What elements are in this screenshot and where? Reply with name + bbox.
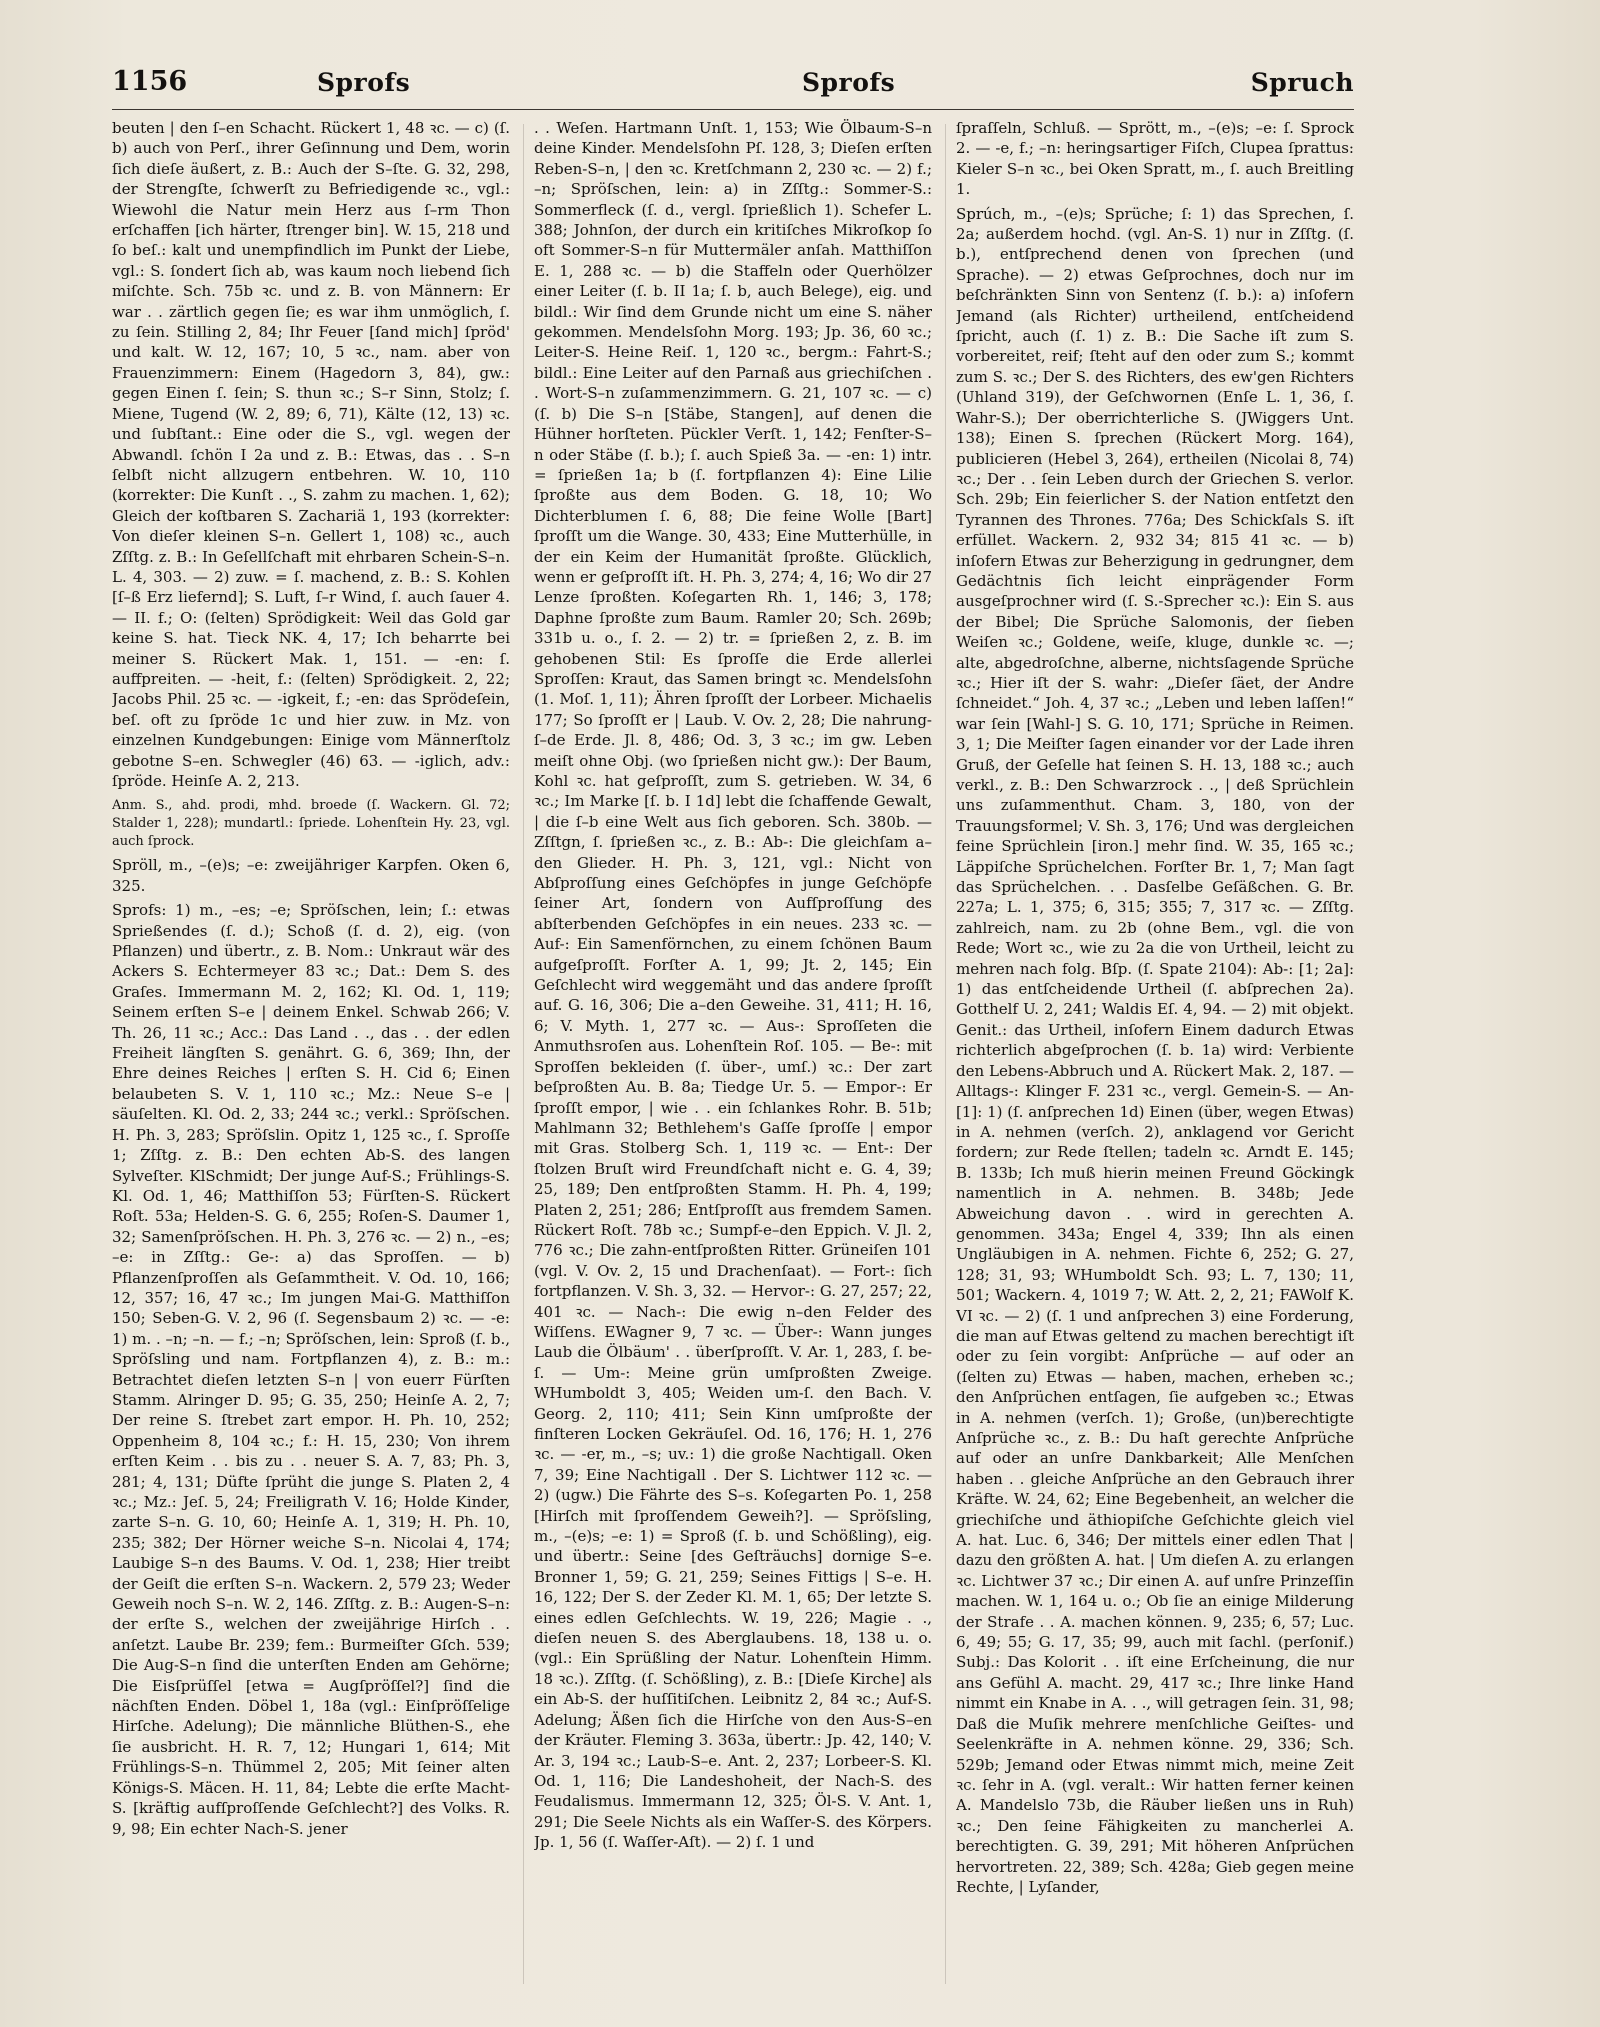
column-divider	[523, 124, 524, 1984]
entry-sprofs: Sprofs: 1) m., –es; –e; Spröſschen, lein; ſ.: etwas Sprießendes (ſ. d.); Schoß (ſ. d. 2), eig. (von Pflanzen) und übertr., z. B. Nom.: Unkraut wär des Ackers S. Echtermeyer 83 ꝛc.; Dat.: Dem S. des Graſes. Immermann M. 2, 162; Kl. Od. 1, 119; Seinem erſten S–e | deinem Enkel. Schwab 266; V. Th. 26, 11 ꝛc.; Acc.: Das Land . ., das . . der edlen Freiheit längſten S. genährt. G. 6, 369; Ihn, der Ehre deines Reiches | erſten S. H. Cid 6; Einen belaubeten S. V. 1, 110 ꝛc.; Mz.: Neue S–e | säuſelten. Kl. Od. 2, 33; 244 ꝛc.; verkl.: Spröſschen. H. Ph. 3, 283; Spröſslin. Opitz 1, 125 ꝛc., ſ. Sproſſe 1; Zſſtg. z. B.: Den echten Ab-S. des langen Sylveſter. KlSchmidt; Der junge Auf-S.; Frühlings-S. Kl. Od. 1, 46; Matthiſſon 53; Fürſten-S. Rückert Roſt. 53a; Helden-S. G. 6, 255; Roſen-S. Daumer 1, 32; Samenſpröſschen. H. Ph. 3, 276 ꝛc. — 2) n., –es; –e: in Zſſtg.: Ge-: a) das Sproſſen. — b) Pflanzenſproſſen als Geſammtheit. V. Od. 10, 166; 12, 357; 16, 47 ꝛc.; Im jungen Mai-G. Matthiſſon 150; Seben-G. V. 2, 96 (ſ. Segensbaum 2) ꝛc. — -e: 1) m. . –n; –n. — f.; –n; Spröſschen, lein: Sproß (ſ. b., Spröſsling und nam. Fortpflanzen 4), z. B.: m.: Betrachtet dieſen letzten S–n | von euerr Fürſten Stamm. Alringer D. 95; G. 35, 250; Heinſe A. 2, 7; Der reine S. ſtrebet zart empor. H. Ph. 10, 252; Oppenheim 8, 104 ꝛc.; f.: H. 15, 230; Von ihrem erſten Keim . . bis zu . . neuer S. A. 7, 83; Ph. 3, 281; 4, 131; Düfte ſprüht die junge S. Platen 2, 4 ꝛc.; Mz.: Jeſ. 5, 24; Freiligrath V. 16; Holde Kinder, zarte S–n. G. 10, 60; Heinſe A. 1, 319; H. Ph. 10, 235; 382; Der Hörner weiche S–n. Nicolai 4, 174; Laubige S–n des Baums. V. Od. 1, 238; Hier treibt der Geiſt die erſten S–n. Wackern. 2, 579 23; Weder Geweih noch S–n. W. 2, 146. Zſſtg. z. B.: Augen-S–n: der erſte S., welchen der zweijährige Hirſch . . anſetzt. Laube Br. 239; fem.: Burmeiſter Gſch. 539; Die Aug-S–n ſind die unterſten Enden am Gehörne; Die Eisſprüſſel [etwa = Augſpröſſel?] ſind die nächſten Enden. Döbel 1, 18a (vgl.: Einſpröſſelige Hirſche. Adelung); Die männliche Blüthen-S., ehe ſie ausbricht. H. R. 7, 12; Hungari 1, 614; Mit Frühlings-S–n. Thümmel 2, 205; Mit ſeiner alten Königs-S. Mäcen. H. 11, 84; Lebte die erſte Macht-S. [kräftig aufſproſſende Geſchlecht?] des Volks. R. 9, 98; Ein echter Nach-S. jener	[112, 901, 510, 1838]
running-head-center: Sprofs	[802, 68, 896, 97]
entry-spruch: Sprúch, m., –(e)s; Sprüche; ſ: 1) das Sprechen, ſ. 2a; außerdem hochd. (vgl. An-S. 1) nur in Zſſtg. (ſ. b.), entſprechend denen von ſprechen (und Sprache). — 2) etwas Geſprochnes, doch nur im beſchränkten Sinn von Sentenz (ſ. b.): a) inſofern Jemand (als Richter) urtheilend, entſcheidend ſpricht, auch (ſ. 1) z. B.: Die Sache iſt zum S. vorbereitet, reif; ſteht auf den oder zum S.; kommt zum S. ꝛc.; Der S. des Richters, des ew'gen Richters (Uhland 319), der Geſchwornen (Enſe L. 1, 36, ſ. Wahr-S.); Der oberrichterliche S. (JWiggers Unt. 138); Einen S. ſprechen (Rückert Morg. 164), publicieren (Hebel 3, 264), ertheilen (Nicolai 8, 74) ꝛc.; Der . . ſein Leben durch der Griechen S. verlor. Sch. 29b; Ein feierlicher S. der Nation entſetzt den Tyrannen des Thrones. 776a; Des Schickſals S. iſt erfüllet. Wackern. 2, 932 34; 815 41 ꝛc. — b) inſofern Etwas zur Beherzigung in gedrungner, dem Gedächtnis ſich leicht einprägender Form ausgeſprochner wird (ſ. S.-Sprecher ꝛc.): Ein S. aus der Bibel; Die Sprüche Salomonis, der ſieben Weiſen ꝛc.; Goldene, weiſe, kluge, dunkle ꝛc. —; alte, abgedroſchne, alberne, nichtsſagende Sprüche ꝛc.; Hier iſt der S. wahr: „Dieſer ſäet, der Andre ſchneidet.“ Joh. 4, 37 ꝛc.; „Leben und leben laſſen!“ war ſein [Wahl-] S. G. 10, 171; Sprüche in Reimen. 3, 1; Die Meiſter ſagen einander vor der Lade ihren Gruß, der Geſelle hat ſeinen S. H. 13, 188 ꝛc.; auch verkl., z. B.: Den Schwarzrock . ., | deß Sprüchlein uns zuſammenthut. Cham. 3, 180, von der Trauungsformel; V. Sh. 3, 176; Und was dergleichen feine Sprüchlein [iron.] mehr ſind. W. 35, 165 ꝛc.; Läppiſche Sprüchelchen. Forſter Br. 1, 7; Man ſagt das Sprüchelchen. . . Dasſelbe Geſäßchen. G. Br. 227a; L. 1, 375; 6, 315; 355; 7, 317 ꝛc. — Zſſtg. zahlreich, nam. zu 2b (ohne Bem., vgl. die von Rede; Wort ꝛc., wie zu 2a die von Urtheil, leicht zu mehren nach folg. Bſp. (ſ. Spate 2104): Ab-: [1; 2a]: 1) das entſcheidende Urtheil (ſ. abſprechen 2a). Gotthelf U. 2, 241; Waldis Eſ. 4, 94. — 2) mit objekt. Genit.: das Urtheil, inſofern Einem dadurch Etwas richterlich abgeſprochen (ſ. b. 1a) wird: Verbiente den Lebens-Abbruch und A. Rückert Mak. 2, 187. — Alltags-: Klinger F. 231 ꝛc., vergl. Gemein-S. — An- [1]: 1) (ſ. anſprechen 1d) Einen (über, wegen Etwas) in A. nehmen (verſch. 2), anklagend vor Gericht fordern; zur Rede ſtellen; tadeln ꝛc. Arndt E. 145; B. 133b; Ich muß hierin meinen Freund Göckingk namentlich in A. nehmen. B. 348b; Jede Abweichung davon . . wird in gerechten A. genommen. 343a; Engel 4, 339; Ihn als einen Ungläubigen in A. nehmen. Fichte 6, 252; G. 27, 128; 31, 93; WHumboldt Sch. 93; L. 7, 130; 11, 501; Wackern. 4, 1019 7; W. Att. 2, 2, 21; FAWolf K. VI ꝛc. — 2) (ſ. 1 und anſprechen 3) eine Forderung, die man auf Etwas geltend zu machen berechtigt iſt oder zu ſein vorgibt: Anſprüche — auf oder an (ſelten zu) Etwas — haben, machen, erheben ꝛc.; den Anſprüchen entſagen, ſie aufgeben ꝛc.; Etwas in A. nehmen (verſch. 1); Große, (un)berechtigte Anſprüche ꝛc., z. B.: Du haſt gerechte Anſprüche auf oder an unſre Dankbarkeit; Alle Menſchen haben . . gleiche Anſprüche an den Gebrauch ihrer Kräfte. W. 24, 62; Eine Begebenheit, an welcher die griechiſche und äthiopiſche Geſchichte gleich viel A. hat. Luc. 6, 346; Der mittels einer edlen That | dazu den größten A. hat. | Um dieſen A. zu erlangen ꝛc. Lichtwer 37 ꝛc.; Dir einen A. auf unſre Prinzeſſin machen. W. 1, 164 u. o.; Ob ſie an einige Milderung der Strafe . . A. machen können. 9, 235; 6, 57; Luc. 6, 49; 55; G. 17, 35; 99, auch mit ſachl. (perſonif.) Subj.: Das Kolorit . . iſt eine Erſcheinung, die nur ans Gefühl A. macht. 29, 417 ꝛc.; Ihre linke Hand nimmt ein Knabe in A. . ., will getragen ſein. 31, 98; Daß die Muſik mehrere menſchliche Geiſtes- und Seelenkräfte in A. nehmen könne. 29, 336; Sch. 529b; Jemand oder Etwas nimmt mich, meine Zeit ꝛc. ſehr in A. (vgl. veralt.: Wir hatten ferner keinen A. Mandelslo 73b, die Räuber ließen uns in Ruh) ꝛc.; Den ſeine Fähigkeiten zu mancherlei A. berechtigten. G. 39, 291; Mit höheren Anſprüchen hervortreten. 22, 389; Sch. 428a; Gieb gegen meine Rechte, | Lyſander,	[956, 204, 1354, 1896]
page-header	[112, 66, 1354, 106]
running-head-right: Spruch	[1250, 68, 1354, 97]
header-rule	[112, 109, 1354, 110]
page-number: 1156	[112, 66, 188, 97]
entry-sproett: ſpraſſeln, Schluß. — Sprött, m., –(e)s; –e: ſ. Sprock 2. — -e, f.; –n: heringsartiger Fiſch, Clupea ſprattus: Kieler S–n ꝛc., bei Oken Spratt, m., ſ. auch Breitling 1.	[956, 119, 1354, 199]
column-left	[112, 118, 510, 1988]
entry-annotation: Anm. S., ahd. prodi, mhd. broede (ſ. Wackern. Gl. 72; Stalder 1, 228); mundartl.: ſpriede. Lohenſtein Hy. 23, vgl. auch ſprock.	[112, 798, 510, 850]
entry-continuation: . . Weſen. Hartmann Unſt. 1, 153; Wie Ölbaum-S–n deine Kinder. Mendelsſohn Pſ. 128, 3; Dieſen erſten Reben-S–n, | den ꝛc. Kretſchmann 2, 230 ꝛc. — 2) f.; –n; Spröſschen, lein: a) in Zſſtg.: Sommer-S.: Sommerfleck (ſ. d., vergl. ſprießlich 1). Schefer L. 388; Johnſon, der durch ein kritiſches Mikroſkop ſo oft Sommer-S–n für Muttermäler anſah. Matthiſſon E. 1, 288 ꝛc. — b) die Staffeln oder Querhölzer einer Leiter (ſ. b. II 1a; ſ. b, auch Belege), eig. und bildl.: Wir ſind dem Grunde nicht um eine S. näher gekommen. Mendelsſohn Morg. 193; Jp. 36, 60 ꝛc.; Leiter-S. Heine Reiſ. 1, 120 ꝛc., bergm.: Fahrt-S.; bildl.: Eine Leiter auf den Parnaß aus griechiſchen . . Wort-S–n zuſammenzimmern. G. 21, 107 ꝛc. — c) (ſ. b) Die S–n [Stäbe, Stangen], auf denen die Hühner horſteten. Pückler Verſt. 1, 142; Fenſter-S–n oder Stäbe (ſ. b.); ſ. auch Spieß 3a. — -en: 1) intr. = ſprießen 1a; b (ſ. fortpflanzen 4): Eine Lilie ſproßte aus dem Boden. G. 18, 10; Wo Dichterblumen ſ. 6, 88; Die feine Wolle [Bart] ſproſſt um die Wange. 30, 433; Eine Mutterhülle, in der ein Keim der Humanität ſproßte. Glücklich, wenn er geſproſſt iſt. H. Ph. 3, 274; 4, 16; Wo dir 27 Lenze ſproßten. Koſegarten Rh. 1, 146; 3, 178; Daphne ſproßte zum Baum. Ramler 20; Sch. 269b; 331b u. o., ſ. 2. — 2) tr. = ſprießen 2, z. B. im gehobenen Stil: Es ſproſſe die Erde allerlei Sproſſen: Kraut, das Samen bringt ꝛc. Mendelsſohn (1. Moſ. 1, 11); Ähren ſproſſt der Lorbeer. Michaelis 177; So ſproſſt er | Laub. V. Ov. 2, 28; Die nahrung-ſ–de Erde. Jl. 8, 486; Od. 3, 3 ꝛc.; im gw. Leben meiſt ohne Obj. (wo ſprießen nicht gw.): Der Baum, Kohl ꝛc. hat geſproſſt, zum S. getrieben. W. 34, 6 ꝛc.; Im Marke [ſ. b. I 1d] lebt die ſchaffende Gewalt, | die ſ–b eine Welt aus ſich geboren. Sch. 380b. — Zſſtgn, ſ. ſprießen ꝛc., z. B.: Ab-: Die gleichſam a–den Glieder. H. Ph. 3, 121, vgl.: Nicht von Abſproſſung eines Geſchöpfes in junge Geſchöpfe ſeiner Art, ſondern von Aufſproſſung des abſterbenden Geſchöpfes in ein neues. 233 ꝛc. — Auf-: Ein Samenförnchen, zu einem ſchönen Baum aufgeſproſſt. Forſter A. 1, 99; Jt. 2, 145; Ein Geſchlecht wird weggemäht und das andere ſproſſt auf. G. 16, 306; Die a–den Geweihe. 31, 411; H. 16, 6; V. Myth. 1, 277 ꝛc. — Aus-: Sproſſeten die Anmuthsroſen aus. Lohenſtein Roſ. 105. — Be-: mit Sproſſen bekleiden (ſ. über-, umſ.) ꝛc.: Der zart beſproßten Au. B. 8a; Tiedge Ur. 5. — Empor-: Er ſproſſt empor, | wie . . ein ſchlankes Rohr. B. 51b; Mahlmann 32; Bethlehem's Gaſſe ſproſſe | empor mit Gras. Stolberg Sch. 1, 119 ꝛc. — Ent-: Der ſtolzen Bruſt wird Freundſchaft nicht e. G. 4, 39; 25, 189; Den entſproßten Stamm. H. Ph. 4, 199; Platen 2, 251; 286; Entſproſſt aus fremdem Samen. Rückert Roſt. 78b ꝛc.; Sumpf-e–den Eppich. V. Jl. 2, 776 ꝛc.; Die zahn-entſproßten Ritter. Grüneiſen 101 (vgl. V. Ov. 2, 15 und Drachenſaat). — Fort-: ſich fortpflanzen. V. Sh. 3, 32. — Hervor-: G. 27, 257; 22, 401 ꝛc. — Nach-: Die ewig n–den Felder des Wiſſens. EWagner 9, 7 ꝛc. — Über-: Wann junges Laub die Ölbäum' . . überſproſſt. V. Ar. 1, 283, ſ. be-ſ. — Um-: Meine grün umſproßten Zweige. WHumboldt 3, 405; Weiden um-ſ. den Bach. V. Georg. 2, 110; 411; Sein Kinn umſproßte der finſteren Locken Gekräuſel. Od. 16, 176; H. 1, 276 ꝛc. — -er, m., –s; uv.: 1) die große Nachtigall. Oken 7, 39; Eine Nachtigall . Der S. Lichtwer 112 ꝛc. — 2) (ugw.) Die Fährte des S–s. Koſegarten Po. 1, 258 [Hirſch mit ſproſſendem Geweih?]. — Spröſsling, m., –(e)s; –e: 1) = Sproß (ſ. b. und Schößling), eig. und übertr.: Seine [des Geſträuchs] dornige S–e. Bronner 1, 59; G. 21, 259; Seines Fittigs | S–e. H. 16, 122; Der S. der Zeder Kl. M. 1, 65; Der letzte S. eines edlen Geſchlechts. W. 19, 226; Magie . ., dieſen neuen S. des Aberglaubens. 18, 138 u. o. (vgl.: Ein Sprüßling der Natur. Lohenſtein Himm. 18 ꝛc.). Zſſtg. (ſ. Schößling), z. B.: [Dieſe Kirche] als ein Ab-S. der huſſitiſchen. Leibnitz 2, 84 ꝛc.; Auf-S. Adelung; Äßen ſich die Hirſche von den Aus-S–en der Kräuter. Fleming 3. 363a, übertr.: Jp. 42, 140; V. Ar. 3, 194 ꝛc.; Laub-S–e. Ant. 2, 237; Lorbeer-S. Kl. Od. 1, 116; Die Landeshoheit, der Nach-S. des Feudalismus. Immermann 12, 325; Öl-S. V. Ant. 1, 291; Die Seele Nichts als ein Waſſer-S. des Körpers. Jp. 1, 56 (ſ. Waſſer-Aſt). — 2) ſ. 1 und	[534, 119, 932, 1852]
column-middle	[534, 118, 932, 1988]
text-columns	[112, 118, 1354, 1988]
running-head-left: Sprofs	[317, 68, 411, 97]
entry-continuation: beuten | den ſ–en Schacht. Rückert 1, 48 ꝛc. — c) (ſ. b) auch von Perſ., ihrer Geſinnung und Dem, worin ſich dieſe äußert, z. B.: Auch der S–ſte. G. 32, 298, der Strengſte, ſchwerſt zu Befriedigende ꝛc., vgl.: Wiewohl die Natur mein Herz aus ſ–rm Thon erſchaffen [ich härter, ſtrenger bin]. W. 15, 218 und ſo beſ.: kalt und unempfindlich im Punkt der Liebe, vgl.: S. ſondert ſich ab, was kaum noch liebend ſich miſchte. Sch. 75b ꝛc. und z. B. von Männern: Er war . . zärtlich gegen ſie; es war ihm unmöglich, ſ. zu ſein. Stilling 2, 84; Ihr Feuer [ſand mich] ſpröd' und kalt. W. 12, 167; 10, 5 ꝛc., nam. aber von Frauenzimmern: Einem (Hagedorn 3, 84), gw.: gegen Einen ſ. ſein; S. thun ꝛc.; S–r Sinn, Stolz; ſ. Miene, Tugend (W. 2, 89; 6, 71), Kälte (12, 13) ꝛc. und ſubſtant.: Eine oder die S., vgl. wegen der Abwandl. ſchön I 2a und z. B.: Etwas, das . . S–n ſelbſt nicht allzugern entbehren. W. 10, 110 (korrekter: Die Kunſt . ., S. zahm zu machen. 1, 62); Gleich der koſtbaren S. Zachariä 1, 193 (korrekter: Von dieſer kleinen S–n. Gellert 1, 108) ꝛc., auch Zſſtg. z. B.: In Geſellſchaft mit ehrbaren Schein-S–n. L. 4, 303. — 2) zuw. = ſ. machend, z. B.: S. Kohlen [ſ–ß Erz liefernd]; S. Luft, ſ–r Wind, ſ. auch ſauer 4. — II. f.; O: (ſelten) Sprödigkeit: Weil das Gold gar keine S. hat. Tieck NK. 4, 17; Ich beharrte bei meiner S. Rückert Mak. 1, 151. — -en: ſ. auffpreiten. — -heit, f.: (ſelten) Sprödigkeit. 2, 22; Jacobs Phil. 25 ꝛc. — -igkeit, f.; -en: das Sprödeſein, beſ. oft zu ſpröde 1c und hier zuw. in Mz. von einzelnen Kundgebungen: Einige vom Männerſtolz gebotne S–en. Schwegler (46) 63. — -iglich, adv.: ſpröde. Heinſe A. 2, 213.	[112, 119, 510, 790]
column-divider	[945, 124, 946, 1984]
entry-sproell: Spröll, m., –(e)s; –e: zweijähriger Karpfen. Oken 6, 325.	[112, 856, 510, 895]
column-right	[956, 118, 1354, 1988]
